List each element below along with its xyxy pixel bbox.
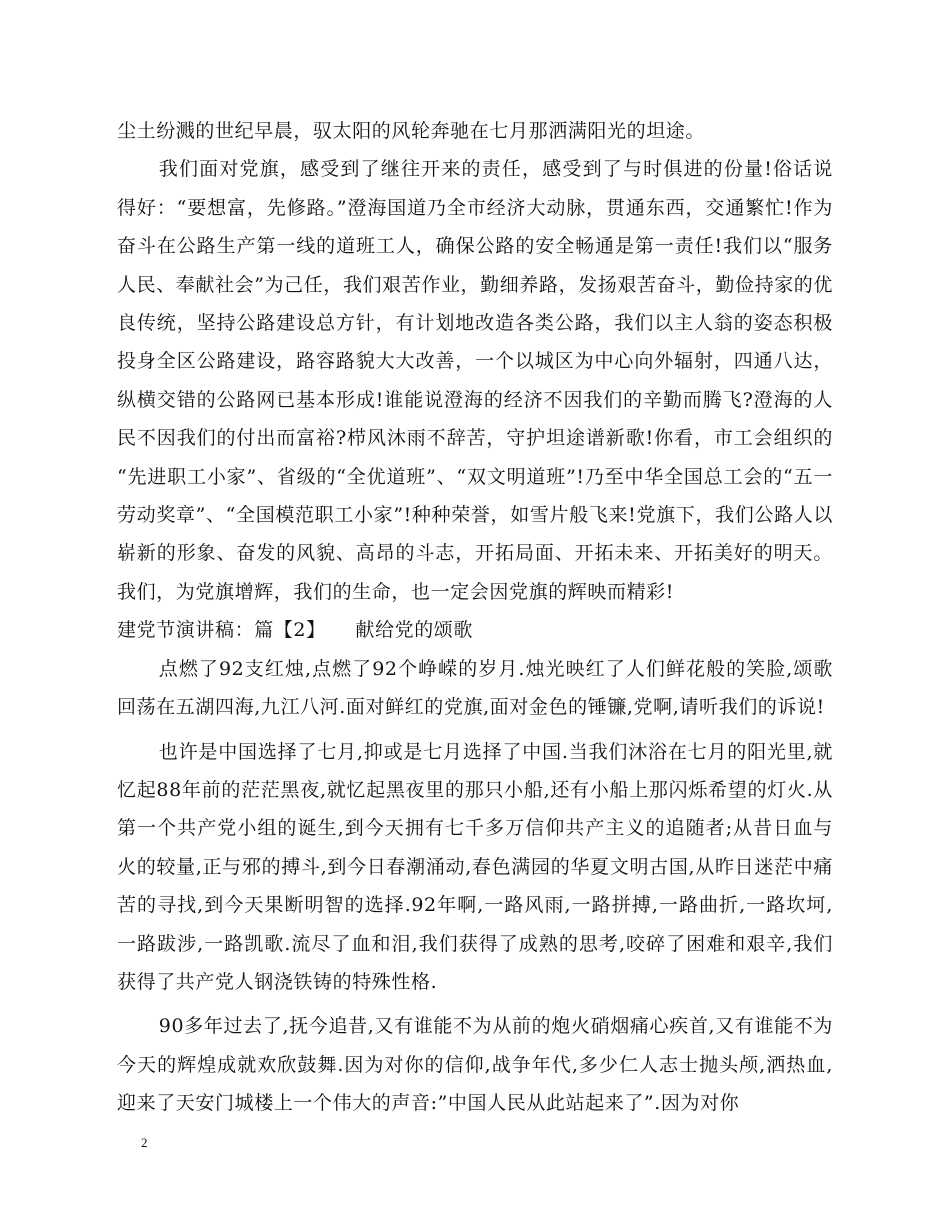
paragraph-july: 也许是中国选择了七月,抑或是七月选择了中国.当我们沐浴在七月的阳光里,就忆起88年前的茫茫黑夜,就忆起黑夜里的那只小船,还有小船上那闪烁希望的灯火.从第一个共产党小组的诞生,到今天拥有七千多万信仰共产主义的追随者;从昔日血与火的较量,正与邪的搏斗,到今日春潮涌动,春色满园的华夏文明古国,从昨日迷茫中痛苦的寻找,到今天果断明智的选择.92年啊,一路风雨,一路拼搏,一路曲折,一路坎坷,一路跋涉,一路凯歌.流尽了血和泪,我们获得了成熟的思考,咬碎了困难和艰辛,我们获得了共产党人钢浇铁铸的特殊性格.: [117, 740, 833, 993]
document-body: [117, 112, 833, 1123]
paragraph-ninety-years: 90多年过去了,抚今追昔,又有谁能不为从前的炮火硝烟痛心疾首,又有谁能不为今天的辉煌成就欢欣鼓舞.因为对你的信仰,战争年代,多少仁人志士抛头颅,洒热血,迎来了天安门城楼上一个伟大的声音:”中国人民从此站起来了”.因为对你: [117, 1015, 833, 1115]
section-heading: 建党节演讲稿：篇【2】 献给党的颂歌: [117, 619, 473, 642]
paragraph-continuation: 尘土纷溅的世纪早晨，驭太阳的风轮奔驰在七月那洒满阳光的坦途。: [117, 120, 706, 142]
page-number: 2: [141, 1135, 148, 1150]
paragraph-party-flag: 我们面对党旗，感受到了继往开来的责任，感受到了与时俱进的份量!俗话说得好：“要想富，先修路。”澄海国道乃全市经济大动脉，贯通东西，交通繁忙!作为奋斗在公路生产第一线的道班工人，确保公路的安全畅通是第一责任!我们以“服务人民、奉献社会”为己任，我们艰苦作业，勤细养路，发扬艰苦奋斗，勤俭持家的优良传统，坚持公路建设总方针，有计划地改造各类公路，我们以主人翁的姿态积极投身全区公路建设，路容路貌大大改善，一个以城区为中心向外辐射，四通八达，纵横交错的公路网已基本形成!谁能说澄海的经济不因我们的辛勤而腾飞?澄海的人民不因我们的付出而富裕?栉风沐雨不辞苦，守护坦途谱新歌!你看，市工会组织的 “先进职工小家”、省级的“全优道班”、“双文明道班”!乃至中华全国总工会的“五一劳动奖章”、“全国模范职工小家”!种种荣誉，如雪片般飞来!党旗下，我们公路人以崭新的形象、奋发的风貌、高昂的斗志，开拓局面、开拓未来、开拓美好的明天。我们，为党旗增辉，我们的生命，也一定会因党旗的辉映而精彩!: [117, 158, 833, 603]
paragraph-red-candles: 点燃了92支红烛,点燃了92个峥嵘的岁月.烛光映红了人们鲜花般的笑脸,颂歌回荡在五湖四海,九江八河.面对鲜红的党旗,面对金色的锤镰,党啊,请听我们的诉说!: [117, 657, 833, 719]
